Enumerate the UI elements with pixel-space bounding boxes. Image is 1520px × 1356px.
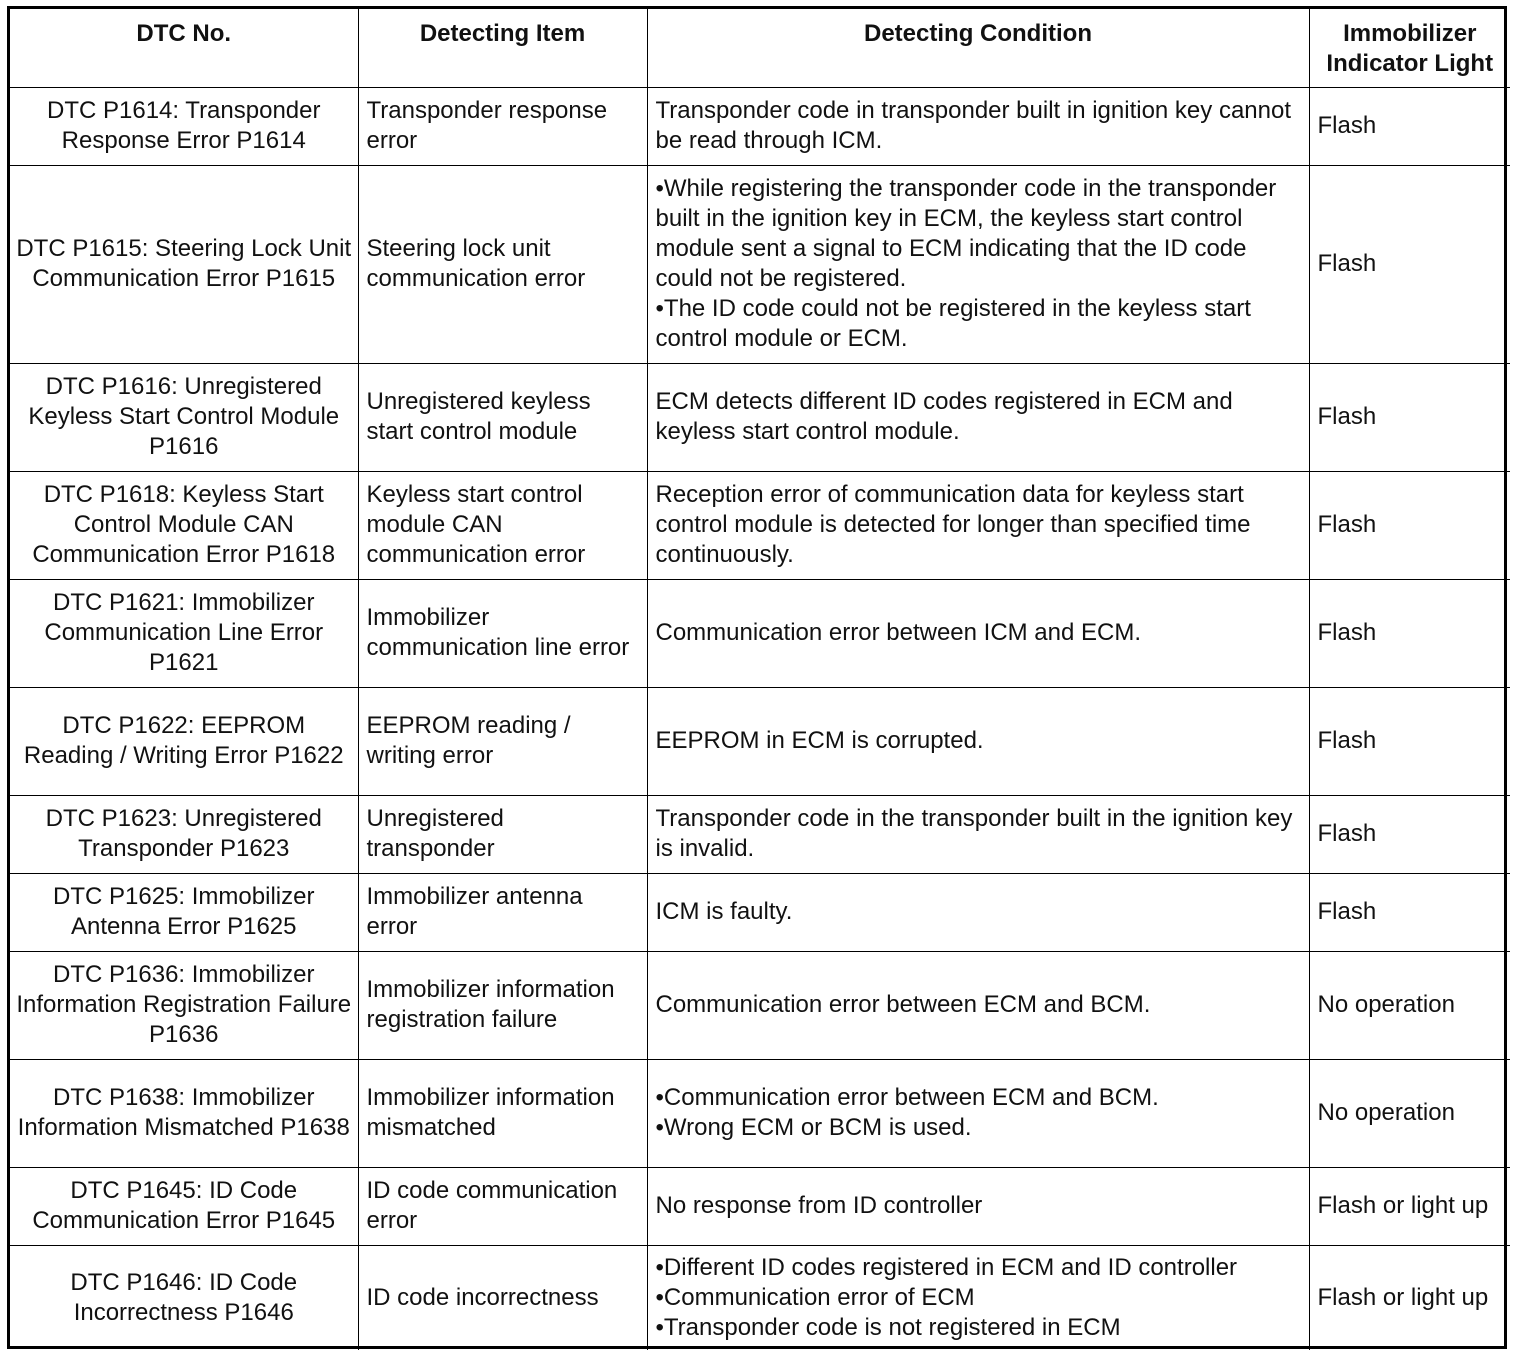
table-row bbox=[10, 687, 1510, 795]
item-cell: Unregistered transponder bbox=[358, 795, 647, 873]
dtc-cell: DTC P1618: Keyless Start Control Module CAN Communication Error P1618 bbox=[10, 471, 358, 579]
dtc-table-container bbox=[7, 6, 1507, 1349]
condition-line: No response from ID controller bbox=[655, 1192, 983, 1219]
dtc-cell: DTC P1646: ID Code Incorrectness P1646 bbox=[10, 1245, 358, 1350]
light-cell: Flash or light up bbox=[1309, 1167, 1510, 1245]
dtc-cell: DTC P1645: ID Code Communication Error P1645 bbox=[10, 1167, 358, 1245]
table-row bbox=[10, 165, 1510, 363]
item-cell: Immobilizer antenna error bbox=[358, 873, 647, 951]
condition-line: •The ID code could not be registered in the keyless start control module or ECM. bbox=[655, 295, 1251, 352]
dtc-cell: DTC P1621: Immobilizer Communication Line Error P1621 bbox=[10, 579, 358, 687]
condition-cell bbox=[647, 87, 1309, 165]
table-row bbox=[10, 951, 1510, 1059]
condition-line: Communication error between ECM and BCM. bbox=[655, 991, 1151, 1018]
dtc-cell: DTC P1616: Unregistered Keyless Start Control Module P1616 bbox=[10, 363, 358, 471]
condition-line: •Different ID codes registered in ECM and ID controller bbox=[655, 1253, 1238, 1281]
condition-cell bbox=[647, 687, 1309, 795]
condition-cell bbox=[647, 1167, 1309, 1245]
dtc-cell: DTC P1623: Unregistered Transponder P1623 bbox=[10, 795, 358, 873]
item-cell: Keyless start control module CAN communication error bbox=[358, 471, 647, 579]
table-row bbox=[10, 471, 1510, 579]
item-cell: Immobilizer information registration failure bbox=[358, 951, 647, 1059]
table-row bbox=[10, 795, 1510, 873]
light-cell: Flash bbox=[1309, 873, 1510, 951]
condition-line: Transponder code in the transponder built in the ignition key is invalid. bbox=[655, 805, 1293, 862]
condition-cell bbox=[647, 951, 1309, 1059]
header-row bbox=[10, 9, 1510, 87]
condition-cell bbox=[647, 471, 1309, 579]
dtc-cell: DTC P1622: EEPROM Reading / Writing Error P1622 bbox=[10, 687, 358, 795]
item-cell: Immobilizer communication line error bbox=[358, 579, 647, 687]
condition-line: •Communication error between ECM and BCM. bbox=[655, 1084, 1159, 1111]
dtc-cell: DTC P1614: Transponder Response Error P1614 bbox=[10, 87, 358, 165]
condition-cell bbox=[647, 1245, 1309, 1350]
table-row bbox=[10, 873, 1510, 951]
condition-cell bbox=[647, 795, 1309, 873]
condition-line: •Wrong ECM or BCM is used. bbox=[655, 1114, 972, 1141]
dtc-table bbox=[10, 9, 1510, 1350]
header-detecting-item: Detecting Item bbox=[358, 9, 647, 87]
item-cell: ID code communication error bbox=[358, 1167, 647, 1245]
dtc-cell: DTC P1625: Immobilizer Antenna Error P1625 bbox=[10, 873, 358, 951]
condition-line: ICM is faulty. bbox=[655, 898, 793, 925]
table-row bbox=[10, 87, 1510, 165]
condition-line: Communication error between ICM and ECM. bbox=[655, 619, 1142, 646]
condition-line: •While registering the transponder code in the transponder built in the ignition key in ECM, the keyless start control module sent a signal to ECM indicating that the ID code could not be registered. bbox=[655, 175, 1277, 292]
condition-line: •Communication error of ECM bbox=[655, 1283, 975, 1311]
light-cell: Flash bbox=[1309, 363, 1510, 471]
light-cell: Flash bbox=[1309, 579, 1510, 687]
condition-line: Transponder code in transponder built in ignition key cannot be read through ICM. bbox=[655, 97, 1292, 154]
table-row bbox=[10, 579, 1510, 687]
condition-line: Reception error of communication data for keyless start control module is detected for longer than specified time continuously. bbox=[655, 481, 1251, 568]
condition-line: EEPROM in ECM is corrupted. bbox=[655, 727, 984, 754]
condition-line: ECM detects different ID codes registered in ECM and keyless start control module. bbox=[655, 388, 1233, 445]
item-cell: Immobilizer information mismatched bbox=[358, 1059, 647, 1167]
condition-cell bbox=[647, 579, 1309, 687]
light-cell: Flash bbox=[1309, 165, 1510, 363]
light-cell: Flash bbox=[1309, 795, 1510, 873]
table-row bbox=[10, 1245, 1510, 1350]
light-cell: Flash bbox=[1309, 471, 1510, 579]
header-indicator-light: Immobilizer Indicator Light bbox=[1309, 9, 1510, 87]
header-dtc-no: DTC No. bbox=[10, 9, 358, 87]
condition-cell bbox=[647, 1059, 1309, 1167]
item-cell: Unregistered keyless start control module bbox=[358, 363, 647, 471]
condition-cell bbox=[647, 873, 1309, 951]
table-row bbox=[10, 363, 1510, 471]
light-cell: Flash bbox=[1309, 687, 1510, 795]
dtc-cell: DTC P1615: Steering Lock Unit Communication Error P1615 bbox=[10, 165, 358, 363]
item-cell: Transponder response error bbox=[358, 87, 647, 165]
light-cell: Flash or light up bbox=[1309, 1245, 1510, 1350]
light-cell: No operation bbox=[1309, 1059, 1510, 1167]
light-cell: Flash bbox=[1309, 87, 1510, 165]
light-cell: No operation bbox=[1309, 951, 1510, 1059]
condition-line: •Transponder code is not registered in ECM bbox=[655, 1313, 1121, 1341]
table-row bbox=[10, 1167, 1510, 1245]
header-detecting-condition: Detecting Condition bbox=[647, 9, 1309, 87]
dtc-cell: DTC P1638: Immobilizer Information Mismatched P1638 bbox=[10, 1059, 358, 1167]
item-cell: ID code incorrectness bbox=[358, 1245, 647, 1350]
dtc-cell: DTC P1636: Immobilizer Information Registration Failure P1636 bbox=[10, 951, 358, 1059]
condition-cell bbox=[647, 363, 1309, 471]
item-cell: Steering lock unit communication error bbox=[358, 165, 647, 363]
item-cell: EEPROM reading / writing error bbox=[358, 687, 647, 795]
table-row bbox=[10, 1059, 1510, 1167]
condition-cell bbox=[647, 165, 1309, 363]
